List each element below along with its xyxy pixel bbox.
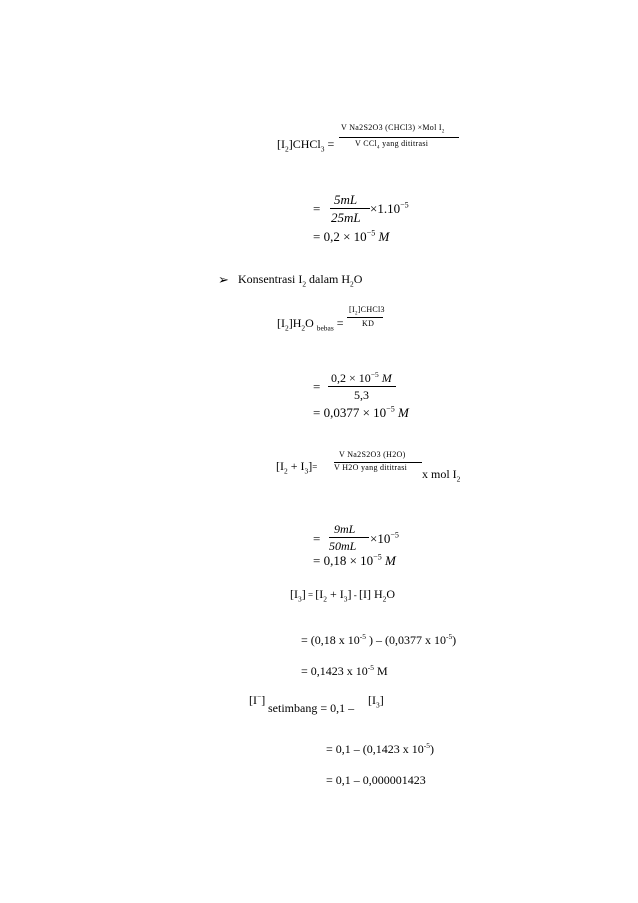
b2-lhs-sub: 2 bbox=[285, 323, 289, 333]
calc2-result bbox=[313, 405, 409, 421]
b2-num-sub: 2 bbox=[354, 311, 358, 317]
b2-lhs-mid: ]H bbox=[288, 316, 302, 330]
calc2-num-pre: 0,2 × 10 bbox=[331, 371, 371, 385]
bullet-heading bbox=[238, 272, 362, 287]
calc2-numerator bbox=[331, 371, 392, 386]
calc3-eq1: = bbox=[313, 531, 321, 546]
frac-num-text: V Na2S2O3 (CHCl3) ×Mol I bbox=[341, 123, 442, 132]
bullet-text-pre: Konsentrasi I bbox=[238, 272, 303, 286]
l8-exp: -5 bbox=[423, 741, 430, 750]
b3-lhs-sub: 2 bbox=[284, 466, 288, 476]
lhs-pre: [I bbox=[277, 137, 285, 151]
b4-tail-post: O bbox=[386, 587, 396, 601]
l5-exp2: -5 bbox=[445, 632, 453, 641]
i-minus-setimbang bbox=[249, 693, 265, 708]
l5-mid: ) – (0,0377 x 10 bbox=[365, 633, 446, 647]
b7-rhs-post: ] bbox=[379, 693, 384, 707]
fraction-denominator-3: V H2O yang dititrasi bbox=[334, 463, 408, 472]
b4-b-post: ] bbox=[347, 587, 352, 601]
lhs-sub: 2 bbox=[285, 144, 289, 154]
l8-pre: = 0,1 – (0,1423 x 10 bbox=[326, 742, 424, 756]
b4-b-mid: + I bbox=[327, 587, 344, 601]
b3-lhs-pre: [I bbox=[276, 459, 284, 473]
calc2-num-unit: M bbox=[381, 371, 392, 385]
calc3-result bbox=[313, 553, 396, 569]
lhs-post: ]CHCl bbox=[288, 137, 321, 151]
fraction-bar-2 bbox=[347, 317, 383, 318]
bullet-text-post: O bbox=[353, 272, 363, 286]
b7-lhs-post: ] bbox=[261, 693, 266, 707]
bullet-arrow-icon: ➢ bbox=[218, 272, 229, 287]
fraction-bar-1 bbox=[339, 137, 459, 138]
b2-lhs-label: bebas bbox=[316, 323, 334, 333]
calc3-numerator: 9mL bbox=[334, 522, 356, 536]
calc3-unit: M bbox=[384, 553, 396, 568]
line8 bbox=[326, 742, 434, 757]
b4-eq: = bbox=[305, 590, 316, 600]
b7-lhs-sup: − bbox=[257, 692, 262, 701]
calc3-times-text: ×10 bbox=[370, 531, 391, 546]
calc1-eq2: = 0,2 × 10 bbox=[313, 229, 367, 244]
b4-a-post: ] bbox=[301, 587, 306, 601]
calc1-fraction-bar bbox=[330, 208, 370, 209]
b7-rhs-pre: [I bbox=[368, 693, 376, 707]
calc2-fraction-bar bbox=[328, 386, 396, 387]
bullet-text-mid: dalam H bbox=[306, 272, 351, 286]
calc1-exp: −5 bbox=[400, 200, 409, 210]
b7-label: setimbang bbox=[268, 701, 318, 715]
lhs-i2-h2o-bebas bbox=[277, 316, 344, 331]
calc3-times bbox=[370, 531, 399, 547]
calc1-times-text: ×1.10 bbox=[370, 201, 401, 216]
l5-pre: = (0,18 x 10 bbox=[301, 633, 360, 647]
line6 bbox=[301, 664, 388, 679]
i3-equation bbox=[290, 587, 395, 602]
l6-exp: -5 bbox=[367, 663, 374, 672]
calc1-result bbox=[313, 229, 389, 245]
calc3-exp: −5 bbox=[390, 530, 399, 540]
frac-den-post: yang dititrasi bbox=[379, 139, 429, 148]
calc1-unit: M bbox=[378, 229, 390, 244]
b4-b-sub2: 3 bbox=[343, 594, 348, 604]
calc3-fraction-bar bbox=[329, 537, 369, 538]
b3-lhs-mid: + I bbox=[287, 459, 305, 473]
b3-lhs-eq: = bbox=[312, 462, 318, 472]
frac-den: V CCl bbox=[355, 139, 378, 148]
line9: = 0,1 – 0,000001423 bbox=[326, 773, 426, 787]
l6-post: M bbox=[373, 664, 388, 678]
calc1-numerator: 5mL bbox=[334, 192, 358, 207]
b2-num-post: ]CHCl3 bbox=[357, 305, 385, 314]
frac-den-sub: 4 bbox=[377, 145, 380, 151]
bullet-sub: 2 bbox=[302, 279, 307, 289]
l6-pre: = 0,1423 x 10 bbox=[301, 664, 368, 678]
b2-num-pre: [I bbox=[349, 305, 355, 314]
b3-tail-sub: 2 bbox=[456, 474, 461, 484]
b4-c: [I] bbox=[359, 587, 371, 601]
calc3-eq2: = 0,18 × 10 bbox=[313, 553, 374, 568]
lhs-sub2: 3 bbox=[320, 144, 325, 154]
b4-a-sub: 3 bbox=[298, 594, 302, 604]
fraction-numerator-3: V Na2S2O3 (H2O) bbox=[339, 450, 406, 459]
calc3-exp2: −5 bbox=[373, 552, 382, 562]
calc3-denominator: 50mL bbox=[329, 539, 357, 553]
b4-minus: - bbox=[351, 590, 359, 600]
fraction-numerator-2 bbox=[349, 305, 385, 315]
b7-rest bbox=[268, 701, 354, 716]
line5 bbox=[301, 633, 456, 648]
fraction-denominator-1 bbox=[355, 139, 428, 149]
lhs-i2-i3 bbox=[276, 459, 317, 474]
b7-rhs-sub: 3 bbox=[376, 700, 380, 710]
fraction-numerator-1 bbox=[341, 123, 445, 133]
bullet-sub2: 2 bbox=[350, 279, 354, 289]
b4-tail-sub: 2 bbox=[382, 594, 387, 604]
calc1-exp2: −5 bbox=[366, 228, 376, 238]
calc1-eq1: = bbox=[313, 201, 321, 216]
b4-a-pre: [I bbox=[290, 587, 298, 601]
frac-num-sub: 2 bbox=[441, 129, 445, 135]
l8-post: ) bbox=[429, 742, 434, 756]
b2-lhs-eq: = bbox=[333, 316, 344, 330]
calc2-num-exp: −5 bbox=[370, 370, 379, 379]
b3-tail bbox=[422, 467, 460, 482]
b4-tail-pre: H bbox=[371, 587, 383, 601]
l5-exp: -5 bbox=[359, 632, 366, 641]
b4-b-pre: [I bbox=[315, 587, 324, 601]
calc2-eq1: = bbox=[313, 379, 321, 394]
b3-tail-pre: x mol I bbox=[422, 467, 457, 481]
calc2-eq2: = 0,0377 × 10 bbox=[313, 405, 387, 420]
fraction-denominator-2: KD bbox=[362, 319, 375, 328]
b7-lhs-pre: [I bbox=[249, 693, 257, 707]
b7-mid: = 0,1 – bbox=[317, 701, 355, 715]
b2-lhs-post: O bbox=[305, 316, 317, 330]
b3-lhs-post: ] bbox=[308, 459, 313, 473]
l5-post: ) bbox=[452, 633, 457, 647]
calc1-denominator: 25mL bbox=[331, 210, 361, 225]
b3-lhs-sub2: 3 bbox=[304, 466, 309, 476]
b4-b-sub: 2 bbox=[323, 594, 328, 604]
lhs-i2-chcl3 bbox=[277, 137, 334, 152]
calc1-times bbox=[370, 201, 409, 217]
b7-rhs bbox=[368, 693, 384, 708]
b2-lhs-pre: [I bbox=[277, 316, 285, 330]
calc2-exp2: −5 bbox=[386, 404, 395, 414]
calc2-denominator: 5,3 bbox=[354, 388, 369, 402]
b2-lhs-sub2: 2 bbox=[301, 323, 306, 333]
calc2-unit: M bbox=[397, 405, 409, 420]
lhs-eq: = bbox=[324, 137, 335, 151]
